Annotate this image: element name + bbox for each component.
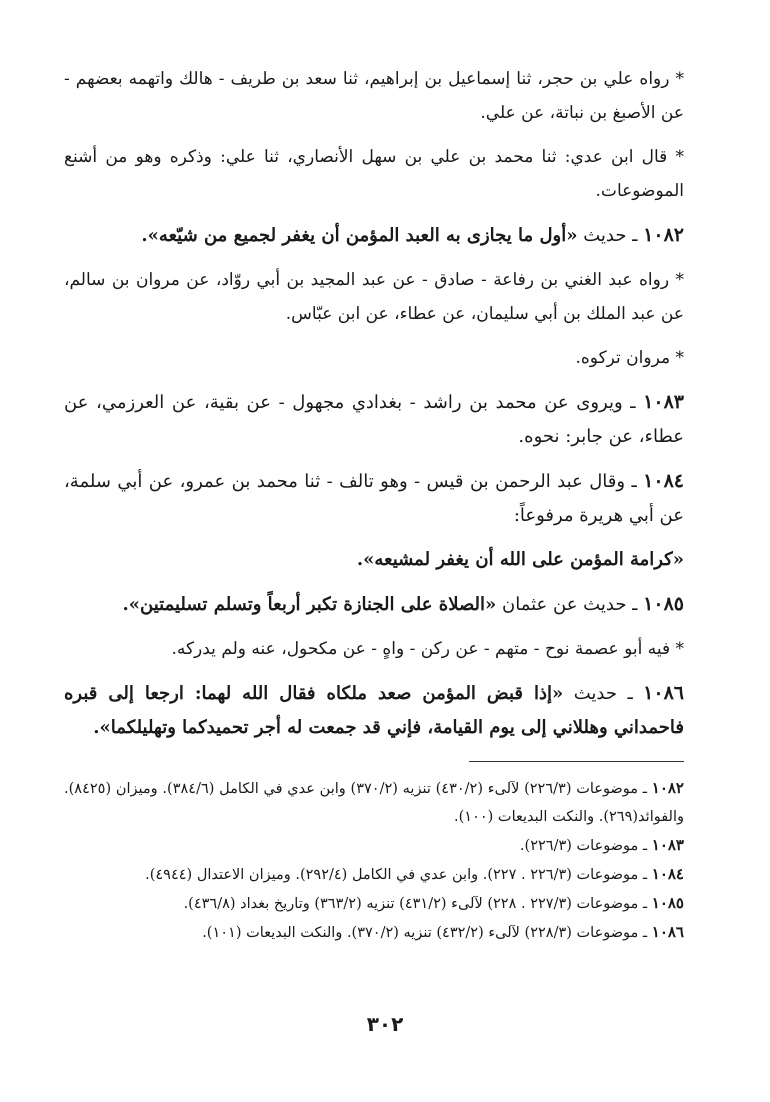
hadith-entry-1082 — [64, 218, 684, 253]
footnote-number: ١٠٨٣ — [651, 836, 684, 854]
footnote-divider — [469, 761, 684, 762]
footnote-text: ـ موضوعات (٢٢٨/٣) لآلىء (٤٣٢/٢) تنزيه (٣٧٠/٢). والنكت البديعات (١٠١). — [202, 925, 652, 941]
footnote-1086 — [64, 918, 684, 947]
footnote-number: ١٠٨٥ — [651, 894, 684, 912]
narration-paragraph — [64, 140, 684, 208]
paragraph-text: * فيه أبو عصمة نوح - متهم - عن ركن - واهٍ - عن مكحول، عنه ولم يدركه. — [171, 639, 684, 659]
footnote-1082 — [64, 774, 684, 831]
hadith-quote: «أول ما يجازى به العبد المؤمن أن يغفر لجميع من شيّعه». — [141, 225, 578, 246]
footnote-1083 — [64, 831, 684, 860]
hadith-number: ١٠٨٦ — [643, 682, 684, 704]
paragraph-text: * مروان تركوه. — [575, 348, 684, 368]
hadith-quote-line — [64, 543, 684, 577]
footnote-text: ـ موضوعات (٢٢٦/٣) لآلىء (٤٣٠/٢) تنزيه (٣٧٠/٢) وابن عدي في الكامل (٣٨٤/٦). وميزان (٨٤٢٥). والفوائد(٢٦٩). والنكت البديعات (١٠٠). — [64, 781, 684, 825]
narration-paragraph — [64, 62, 684, 130]
hadith-entry-1085 — [64, 587, 684, 622]
narration-paragraph — [64, 632, 684, 666]
paragraph-text: ـ وقال عبد الرحمن بن قيس - وهو تالف - ثنا محمد بن عمرو، عن أبي سلمة، عن أبي هريرة مرفوعاً: — [64, 471, 684, 526]
narration-paragraph — [64, 263, 684, 331]
page-number: ٣٠٢ — [366, 1012, 404, 1036]
hadith-prefix: ـ حديث — [563, 683, 644, 704]
footnote-text: ـ موضوعات (٢٢٧/٣ . ٢٢٨) لآلىء (٤٣١/٢) تنزيه (٣٦٣/٢) وتاريخ بغداد (٤٣٦/٨). — [183, 896, 652, 912]
footnote-number: ١٠٨٦ — [651, 923, 684, 941]
paragraph-text: ـ ويروى عن محمد بن راشد - بغدادي مجهول - عن بقية، عن العرزمي، عن عطاء، عن جابر: نحوه. — [64, 392, 684, 447]
hadith-quote: «إذا قبض المؤمن صعد ملكاه فقال الله لهما: ارجعا إلى قبره فاحمداني وهللاني إلى يوم القيامة، فإني قد جمعت له أجر تحميدكما وتهليلكما». — [64, 683, 684, 738]
hadith-entry-1083 — [64, 385, 684, 454]
footnote-1084 — [64, 860, 684, 889]
hadith-number: ١٠٨٥ — [643, 593, 684, 615]
hadith-quote: «كرامة المؤمن على الله أن يغفر لمشيعه». — [356, 549, 684, 570]
paragraph-text: * رواه علي بن حجر، ثنا إسماعيل بن إبراهيم، ثنا سعد بن طريف - هالك واتهمه بعضهم - عن الأصبغ بن نباتة، عن علي. — [64, 69, 684, 123]
paragraph-text: * قال ابن عدي: ثنا محمد بن علي بن سهل الأنصاري، ثنا علي: وذكره وهو من أشنع الموضوعات. — [64, 147, 684, 201]
hadith-number: ١٠٨٣ — [643, 391, 684, 413]
footnote-number: ١٠٨٤ — [651, 865, 684, 883]
footnote-text: ـ موضوعات (٢٢٦/٣). — [519, 838, 652, 854]
footnote-1085 — [64, 889, 684, 918]
narration-paragraph — [64, 341, 684, 375]
hadith-entry-1084 — [64, 464, 684, 533]
hadith-quote: «الصلاة على الجنازة تكبر أربعاً وتسلم تسليمتين». — [122, 594, 497, 615]
hadith-entry-1086 — [64, 676, 684, 745]
footnote-number: ١٠٨٢ — [651, 779, 684, 797]
footnote-text: ـ موضوعات (٢٢٦/٣ . ٢٢٧). وابن عدي في الكامل (٢٩٢/٤). وميزان الاعتدال (٤٩٤٤). — [145, 867, 652, 883]
paragraph-text: * رواه عبد الغني بن رفاعة - صادق - عن عبد المجيد بن أبي روّاد، عن مروان بن سالم، عن عبد الملك بن أبي سليمان، عن عطاء، عن ابن عبّاس. — [64, 270, 684, 324]
hadith-number: ١٠٨٤ — [643, 470, 684, 492]
hadith-prefix: ـ حديث — [577, 225, 644, 246]
hadith-number: ١٠٨٢ — [643, 224, 684, 246]
hadith-prefix: ـ حديث عن عثمان — [496, 594, 644, 615]
page-body — [64, 62, 684, 947]
